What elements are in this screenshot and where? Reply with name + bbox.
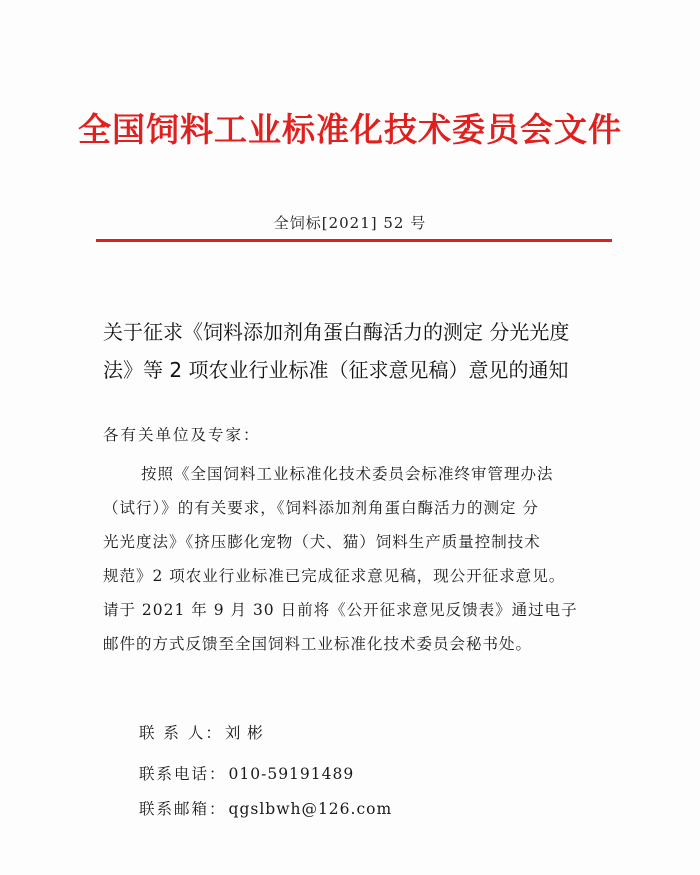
document-number: 全饲标[2021] 52 号 — [273, 214, 427, 232]
contact-phone — [139, 762, 354, 784]
body-line: 邮件的方式反馈至全国饲料工业标准化技术委员会秘书处。 — [103, 635, 533, 653]
notice-title-line-2: 法》等 2 项农业行业标准（征求意见稿）意见的通知 — [103, 358, 569, 382]
contact-person-label: 联 系 人： — [139, 724, 223, 742]
body-paragraph — [103, 457, 623, 661]
red-divider-line — [96, 239, 612, 242]
salutation: 各有关单位及专家： — [103, 426, 261, 444]
body-line: 光光度法》《挤压膨化宠物（犬、猫）饲料生产质量控制技术 — [103, 533, 541, 551]
contact-email-label: 联系邮箱： — [139, 800, 227, 818]
notice-title-line-1: 关于征求《饲料添加剂角蛋白酶活力的测定 分光光度 — [103, 320, 570, 344]
contact-email — [139, 797, 392, 819]
contact-phone-label: 联系电话： — [139, 765, 227, 783]
contact-email-value[interactable]: qgslbwh@126.com — [228, 800, 393, 818]
contact-person — [139, 721, 264, 743]
contact-person-value: 刘 彬 — [224, 724, 264, 742]
body-line: 按照《全国饲料工业标准化技术委员会标准终审管理办法 — [141, 465, 554, 483]
contact-phone-value: 010-59191489 — [228, 765, 355, 783]
organization-header: 全国饲料工业标准化技术委员会文件 — [78, 110, 622, 149]
body-line: 规范》2 项农业行业标准已完成征求意见稿，现公开征求意见。 — [103, 567, 566, 585]
body-line: 请于 2021 年 9 月 30 日前将《公开征求意见反馈表》通过电子 — [103, 601, 578, 619]
notice-title — [103, 313, 613, 389]
body-line: （试行）》的有关要求，《饲料添加剂角蛋白酶活力的测定 分 — [103, 499, 539, 517]
